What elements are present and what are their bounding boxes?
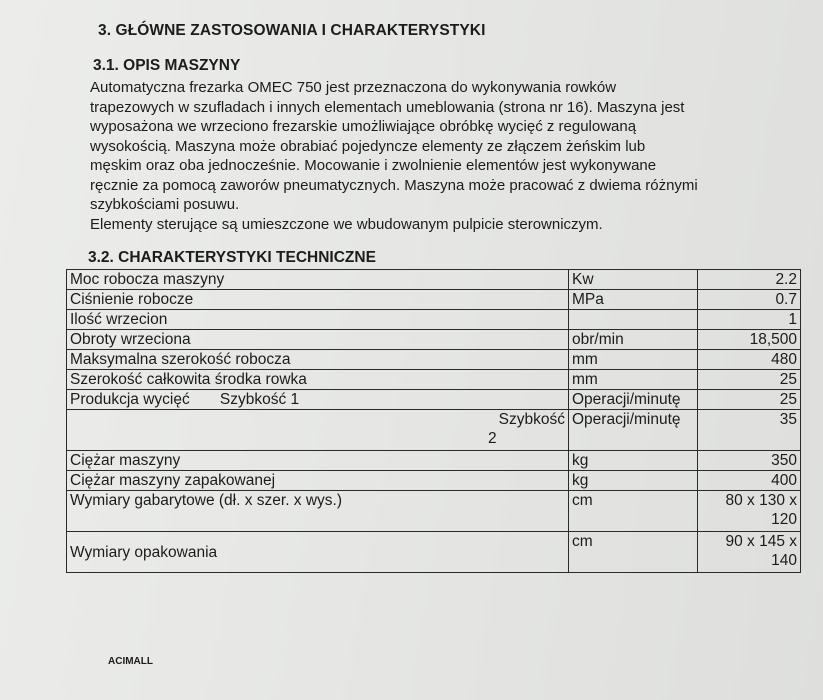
value-line: 80 x 130 x xyxy=(725,492,797,509)
subsection-title-specs: 3.2. CHARAKTERYSTYKI TECHNICZNE xyxy=(88,249,376,266)
value-line: 140 xyxy=(771,552,797,569)
param-cell xyxy=(67,410,569,451)
param-cell: Obroty wrzeciona xyxy=(67,330,569,350)
unit-cell: obr/min xyxy=(569,330,698,350)
table-row xyxy=(67,290,801,310)
value-line: 90 x 145 x xyxy=(725,533,797,550)
value-cell: 25 xyxy=(698,370,801,390)
table-row xyxy=(67,451,801,471)
table-row xyxy=(67,330,801,350)
speed-label: Szybkość 1 xyxy=(219,391,300,408)
value-cell: 400 xyxy=(698,471,801,491)
technical-spec-table xyxy=(66,269,801,573)
param-label: Produkcja wycięć xyxy=(70,391,190,408)
unit-cell: mm xyxy=(569,370,698,390)
description-line: męskim oraz oba jednocześnie. Mocowanie i zwolnienie elementów jest wykonywane xyxy=(90,157,657,174)
param-cell xyxy=(67,390,569,410)
description-line: trapezowych w szufladach i innych elementach umeblowania (strona nr 16). Maszyna jest xyxy=(90,98,685,116)
value-cell xyxy=(698,532,801,573)
unit-cell: cm xyxy=(569,491,698,532)
unit-cell: MPa xyxy=(569,290,698,310)
value-line: 120 xyxy=(771,511,797,528)
param-cell: Wymiary opakowania xyxy=(67,532,569,573)
table-row xyxy=(67,310,801,330)
description-line: szybkościami posuwu. xyxy=(90,196,240,213)
description-line: Automatyczna frezarka OMEC 750 jest przeznaczona do wykonywania rowków xyxy=(90,79,617,96)
unit-cell: mm xyxy=(569,350,698,370)
value-cell: 35 xyxy=(698,410,801,451)
param-cell: Moc robocza maszyny xyxy=(67,270,569,290)
param-cell: Ciężar maszyny xyxy=(67,451,569,471)
table-row xyxy=(67,410,801,451)
machine-description xyxy=(90,78,800,234)
value-cell: 350 xyxy=(698,451,801,471)
unit-cell: Operacji/minutę xyxy=(569,390,698,410)
unit-cell xyxy=(569,310,698,330)
param-cell: Szerokość całkowita środka rowka xyxy=(67,370,569,390)
table-row xyxy=(67,471,801,491)
footer-brand: ACIMALL xyxy=(108,656,153,667)
unit-cell: kg xyxy=(569,451,698,471)
unit-cell: Kw xyxy=(569,270,698,290)
description-line: ręcznie za pomocą zaworów pneumatycznych. Maszyna może pracować z dwiema różnymi xyxy=(90,176,698,194)
table-row xyxy=(67,270,801,290)
table-row xyxy=(67,370,801,390)
table-row xyxy=(67,390,801,410)
value-cell xyxy=(698,491,801,532)
description-line: wyposażona we wrzeciono frezarskie umożliwiające obróbkę wycięć z regulowaną xyxy=(90,118,637,135)
table-row xyxy=(67,532,801,573)
unit-cell: kg xyxy=(569,471,698,491)
table-row xyxy=(67,491,801,532)
table-row xyxy=(67,350,801,370)
subsection-title-description: 3.1. OPIS MASZYNY xyxy=(93,57,241,74)
param-cell: Wymiary gabarytowe (dł. x szer. x wys.) xyxy=(67,491,569,532)
unit-cell: cm xyxy=(569,532,698,573)
unit-cell: Operacji/minutę xyxy=(569,410,698,451)
param-cell: Maksymalna szerokość robocza xyxy=(67,350,569,370)
speed-label-number: 2 xyxy=(488,430,497,447)
section-title: 3. GŁÓWNE ZASTOSOWANIA I CHARAKTERYSTYKI xyxy=(98,22,486,39)
param-cell: Ilość wrzecion xyxy=(67,310,569,330)
description-line: wysokością. Maszyna może obrabiać pojedyncze elementy ze złączem żeńskim lub xyxy=(90,137,646,155)
value-cell: 480 xyxy=(698,350,801,370)
value-cell: 1 xyxy=(698,310,801,330)
value-cell: 25 xyxy=(698,390,801,410)
description-line: Elementy sterujące są umieszczone we wbudowanym pulpicie sterowniczym. xyxy=(90,215,603,233)
value-cell: 18,500 xyxy=(698,330,801,350)
speed-label: Szybkość xyxy=(498,411,565,428)
value-cell: 2.2 xyxy=(698,270,801,290)
param-cell: Ciężar maszyny zapakowanej xyxy=(67,471,569,491)
value-cell: 0.7 xyxy=(698,290,801,310)
param-cell: Ciśnienie robocze xyxy=(67,290,569,310)
